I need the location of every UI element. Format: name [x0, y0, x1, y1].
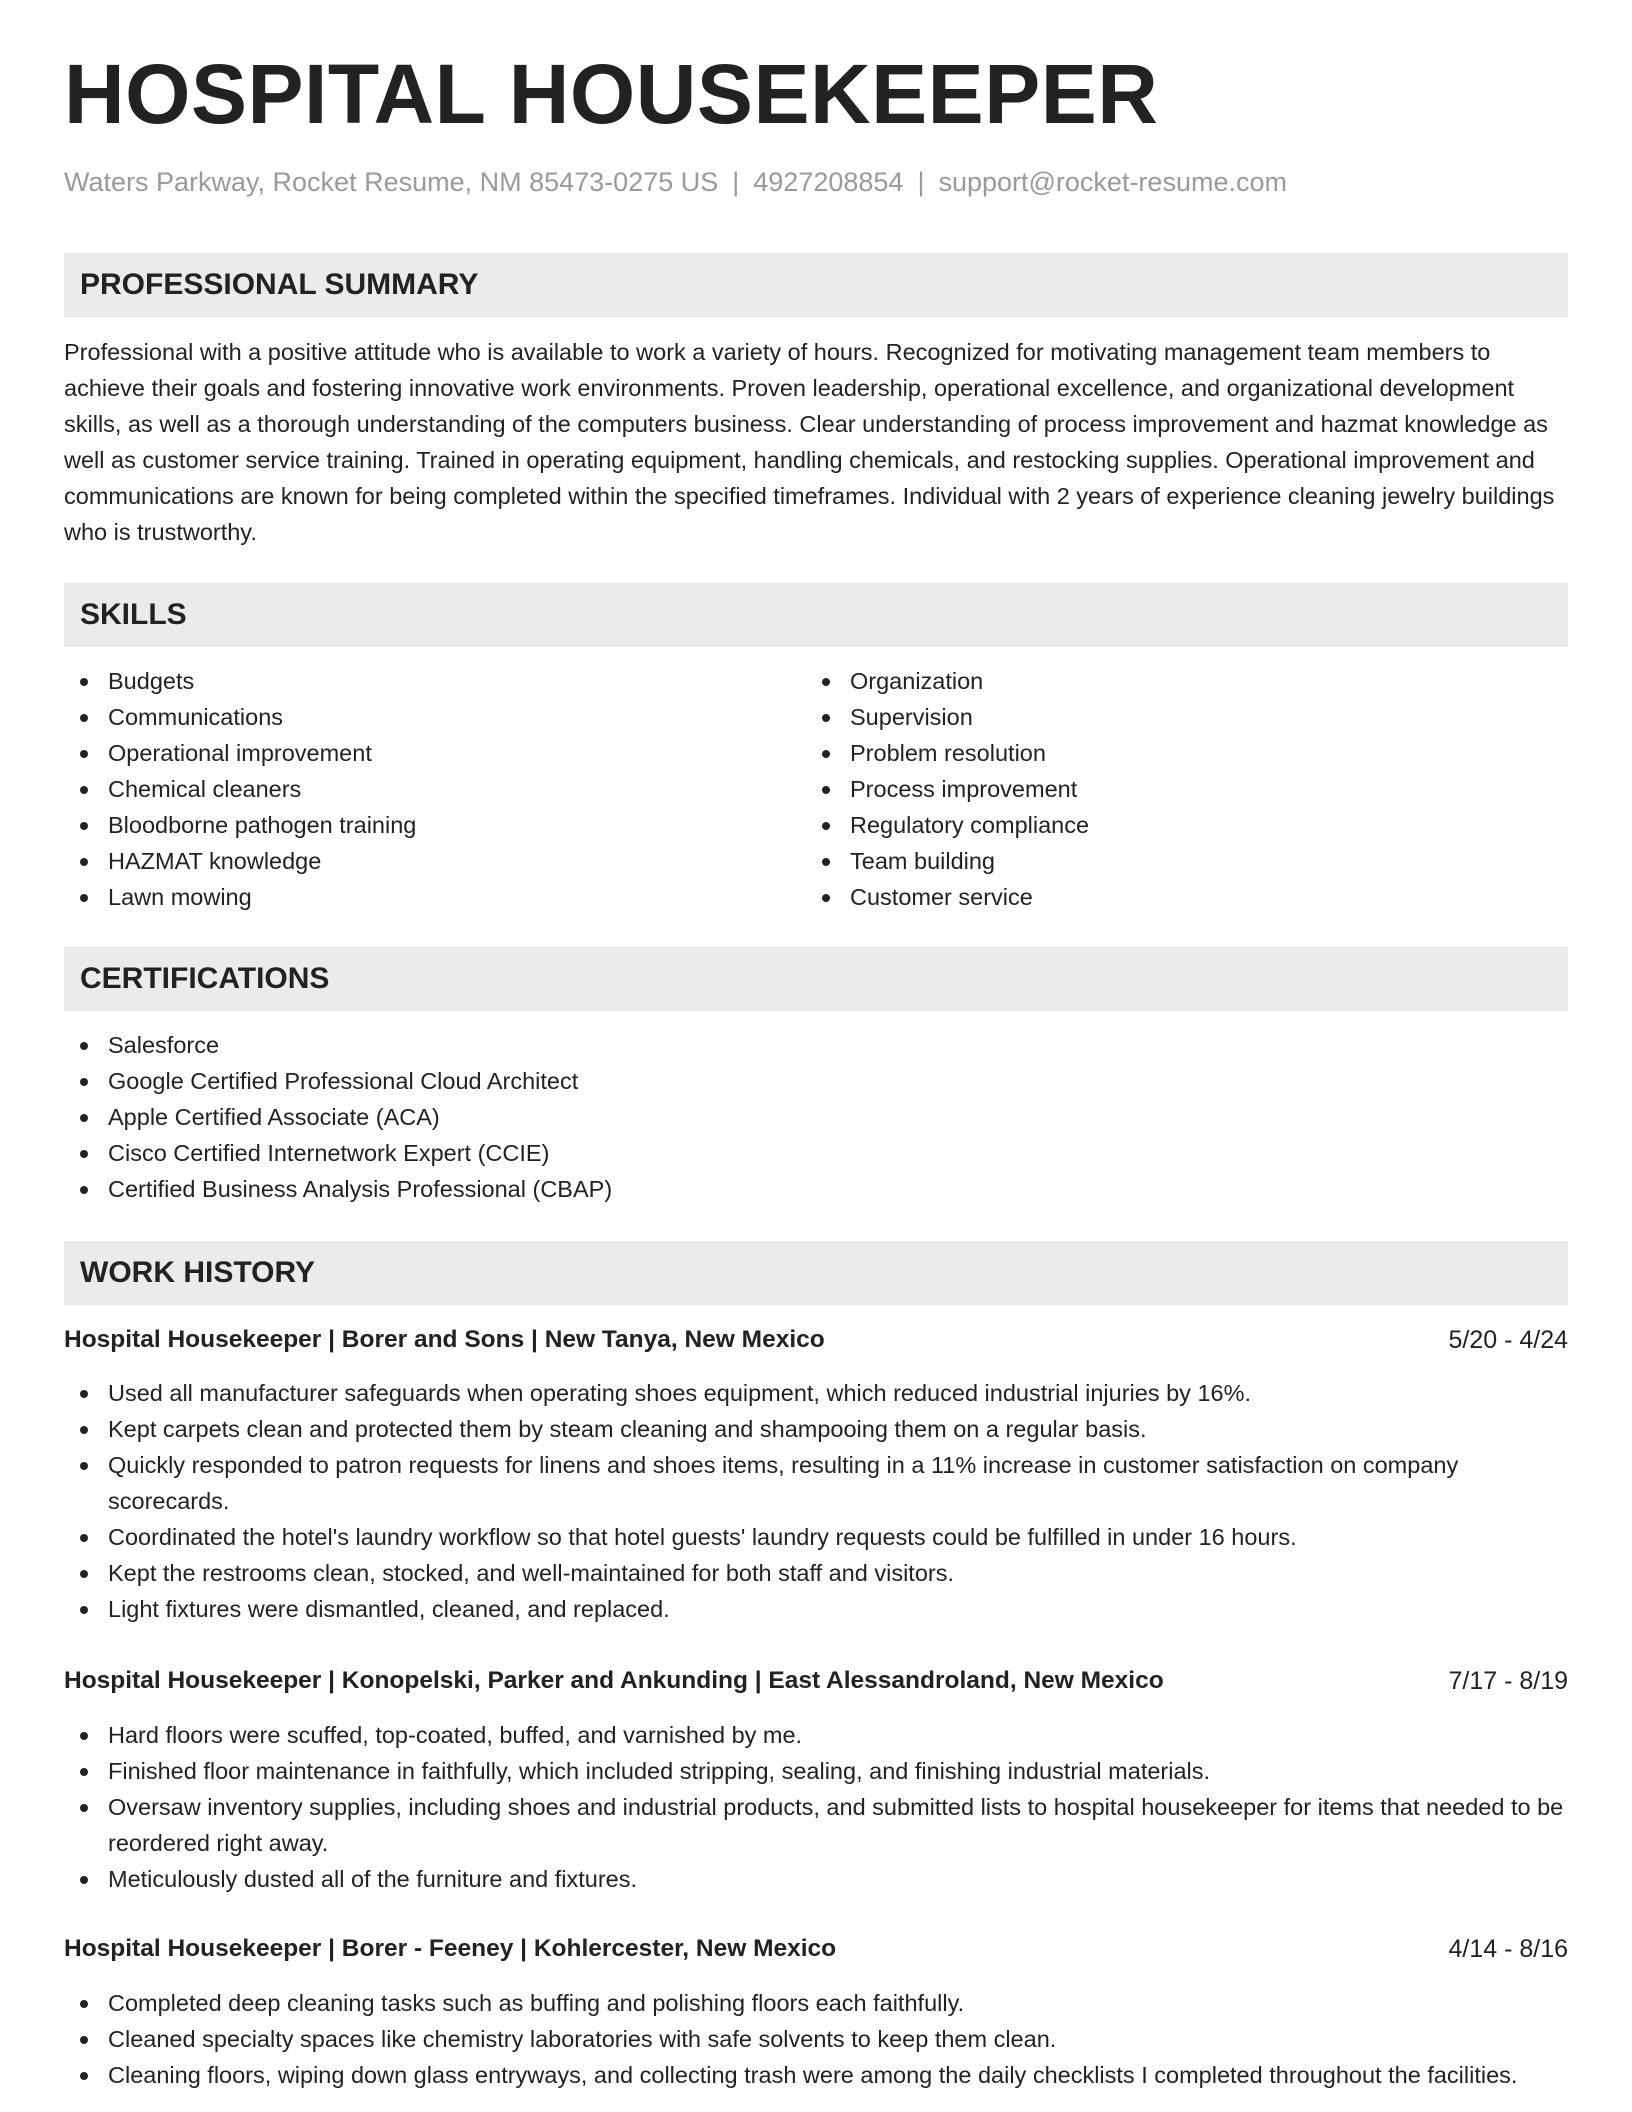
- list-item: Cleaned specialty spaces like chemistry laboratories with safe solvents to keep them clean.: [64, 2021, 1568, 2057]
- section-heading: WORK HISTORY: [80, 1256, 316, 1289]
- list-item: Completed deep cleaning tasks such as buffing and polishing floors each faithfully.: [64, 1985, 1568, 2021]
- list-item: Bloodborne pathogen training: [64, 807, 804, 843]
- list-item: Used all manufacturer safeguards when operating shoes equipment, which reduced industrial injuries by 16%.: [64, 1375, 1568, 1411]
- list-item: Certified Business Analysis Professional (CBAP): [64, 1171, 1568, 1207]
- section-header-work-history: [64, 1241, 1568, 1305]
- section-header-certifications: [64, 947, 1568, 1011]
- list-item: Oversaw inventory supplies, including shoes and industrial products, and submitted lists to hospital housekeeper for items that needed to be reordered right away.: [64, 1789, 1568, 1861]
- phone: 4927208854: [753, 167, 904, 197]
- list-item: Apple Certified Associate (ACA): [64, 1099, 1568, 1135]
- list-item: Process improvement: [806, 771, 1546, 807]
- list-item: Hard floors were scuffed, top-coated, buffed, and varnished by me.: [64, 1717, 1568, 1753]
- section-heading: SKILLS: [80, 598, 187, 631]
- section-header-summary: [64, 253, 1568, 317]
- contact-line: [64, 166, 1287, 198]
- list-item: Chemical cleaners: [64, 771, 804, 807]
- list-item: Regulatory compliance: [806, 807, 1546, 843]
- list-item: Cleaning floors, wiping down glass entryways, and collecting trash were among the daily checklists I completed throughout the facilities.: [64, 2057, 1568, 2093]
- address: Waters Parkway, Rocket Resume, NM 85473-0275 US: [64, 167, 719, 197]
- job-title: Hospital Housekeeper | Borer - Feeney | Kohlercester, New Mexico: [64, 1935, 837, 1962]
- summary-text: Professional with a positive attitude who is available to work a variety of hours. Recognized for motivating management team members to achieve their goals and fostering innovative work environments. Proven leadership, operational excellence, and organizational development skills, as well as a thorough understanding of the computers business. Clear understanding of process improvement and hazmat knowledge as well as customer service training. Trained in operating equipment, handling chemicals, and restocking supplies. Operational improvement and communications are known for being completed within the specified timeframes. Individual with 2 years of experience cleaning jewelry buildings who is trustworthy.: [64, 339, 1555, 545]
- list-item: Google Certified Professional Cloud Architect: [64, 1063, 1568, 1099]
- list-item: Communications: [64, 699, 804, 735]
- job-bullets: [64, 1717, 1568, 1897]
- section-header-skills: [64, 583, 1568, 647]
- list-item: Lawn mowing: [64, 879, 804, 915]
- list-item: Organization: [806, 663, 1546, 699]
- job-title: Hospital Housekeeper | Konopelski, Parker and Ankunding | East Alessandroland, New Mexico: [64, 1667, 1164, 1694]
- section-heading: CERTIFICATIONS: [80, 962, 330, 995]
- job-bullets: [64, 1985, 1568, 2093]
- job-title: Hospital Housekeeper | Borer and Sons | New Tanya, New Mexico: [64, 1326, 825, 1353]
- list-item: HAZMAT knowledge: [64, 843, 804, 879]
- separator: |: [732, 167, 740, 197]
- list-item: Coordinated the hotel's laundry workflow so that hotel guests' laundry requests could be fulfilled in under 16 hours.: [64, 1519, 1568, 1555]
- skills-list-left: [64, 663, 804, 915]
- list-item: Kept carpets clean and protected them by steam cleaning and shampooing them on a regular basis.: [64, 1411, 1568, 1447]
- job-dates: 4/14 - 8/16: [1448, 1935, 1568, 1963]
- list-item: Finished floor maintenance in faithfully, which included stripping, sealing, and finishing industrial materials.: [64, 1753, 1568, 1789]
- page-title: HOSPITAL HOUSEKEEPER: [64, 47, 1159, 141]
- list-item: Meticulously dusted all of the furniture and fixtures.: [64, 1861, 1568, 1897]
- section-heading: PROFESSIONAL SUMMARY: [80, 268, 479, 301]
- list-item: Operational improvement: [64, 735, 804, 771]
- certifications-list: [64, 1027, 1568, 1207]
- list-item: Supervision: [806, 699, 1546, 735]
- separator: |: [917, 167, 925, 197]
- list-item: Cisco Certified Internetwork Expert (CCIE): [64, 1135, 1568, 1171]
- list-item: Quickly responded to patron requests for linens and shoes items, resulting in a 11% increase in customer satisfaction on company scorecards.: [64, 1447, 1568, 1519]
- job-bullets: [64, 1375, 1568, 1627]
- list-item: Problem resolution: [806, 735, 1546, 771]
- list-item: Salesforce: [64, 1027, 1568, 1063]
- list-item: Customer service: [806, 879, 1546, 915]
- email: support@rocket-resume.com: [938, 167, 1287, 197]
- list-item: Kept the restrooms clean, stocked, and well-maintained for both staff and visitors.: [64, 1555, 1568, 1591]
- list-item: Budgets: [64, 663, 804, 699]
- list-item: Light fixtures were dismantled, cleaned, and replaced.: [64, 1591, 1568, 1627]
- job-dates: 7/17 - 8/19: [1448, 1667, 1568, 1695]
- skills-list-right: [806, 663, 1546, 915]
- job-dates: 5/20 - 4/24: [1448, 1326, 1568, 1354]
- list-item: Team building: [806, 843, 1546, 879]
